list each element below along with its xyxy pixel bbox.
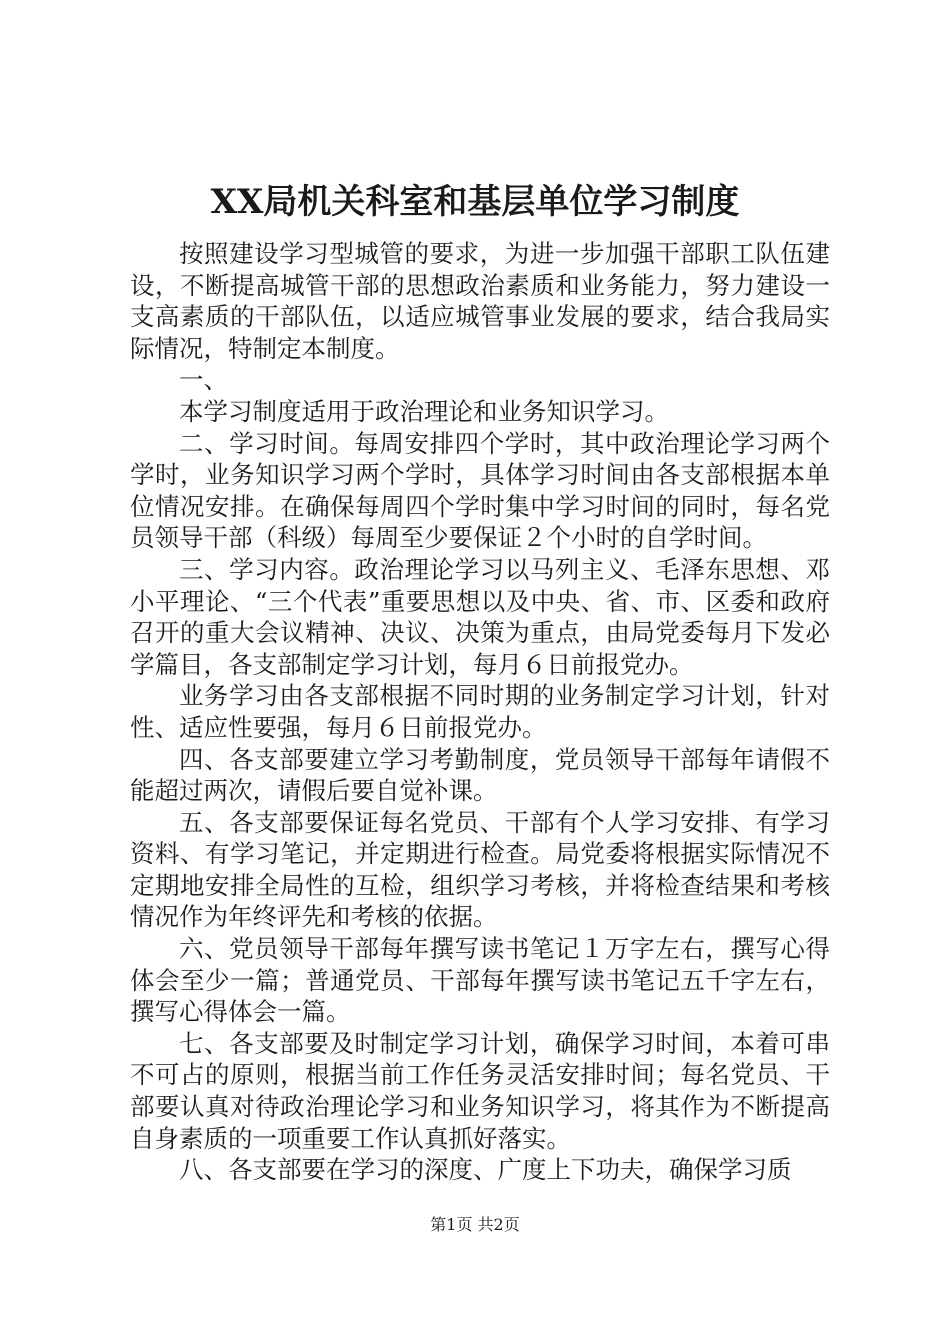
paragraph-study-time: 二、学习时间。每周安排四个学时，其中政治理论学习两个学时，业务知识学习两个学时，具体学习时间由各支部根据本单位情况安排。在确保每周四个学时集中学习时间的同时，每名党员领导干部（科级）每周至少要保证２个小时的自学时间。 — [130, 428, 830, 553]
paragraph-study-content: 三、学习内容。政治理论学习以马列主义、毛泽东思想、邓小平理论、“三个代表”重要思想以及中央、省、市、区委和政府召开的重大会议精神、决议、决策为重点，由局党委每月下发必学篇目，各支部制定学习计划，每月６日前报党办。 — [130, 554, 830, 679]
document-body — [130, 238, 830, 1186]
document-title: XX局机关科室和基层单位学习制度 — [210, 182, 740, 222]
paragraph-inspection: 五、各支部要保证每名党员、干部有个人学习安排、有学习资料、有学习笔记，并定期进行检查。局党委将根据实际情况不定期地安排全局性的互检，组织学习考核，并将检查结果和考核情况作为年终评先和考核的依据。 — [130, 807, 830, 932]
paragraph-planning: 七、各支部要及时制定学习计划，确保学习时间，本着可串不可占的原则，根据当前工作任务灵活安排时间；每名党员、干部要认真对待政治理论学习和业务知识学习，将其作为不断提高自身素质的一项重要工作认真抓好落实。 — [130, 1028, 830, 1153]
paragraph-scope: 本学习制度适用于政治理论和业务知识学习。 — [179, 396, 669, 426]
page-footer: 第1页 共2页 — [430, 1215, 520, 1234]
paragraph-depth: 八、各支部要在学习的深度、广度上下功夫，确保学习质 — [179, 1155, 792, 1185]
paragraph-business-study: 业务学习由各支部根据不同时期的业务制定学习计划，针对性、适应性要强，每月６日前报党办。 — [130, 681, 830, 742]
paragraph-notes: 六、党员领导干部每年撰写读书笔记１万字左右，撰写心得体会至少一篇；普通党员、干部每年撰写读书笔记五千字左右，撰写心得体会一篇。 — [130, 934, 830, 1027]
paragraph-attendance: 四、各支部要建立学习考勤制度，党员领导干部每年请假不能超过两次，请假后要自觉补课。 — [130, 744, 830, 806]
paragraph-intro: 按照建设学习型城管的要求，为进一步加强干部职工队伍建设，不断提高城管干部的思想政治素质和业务能力，努力建设一支高素质的干部队伍，以适应城管事业发展的要求，结合我局实际情况，特制定本制度。 — [130, 239, 830, 363]
paragraph-section-1-heading: 一、 — [179, 365, 228, 395]
